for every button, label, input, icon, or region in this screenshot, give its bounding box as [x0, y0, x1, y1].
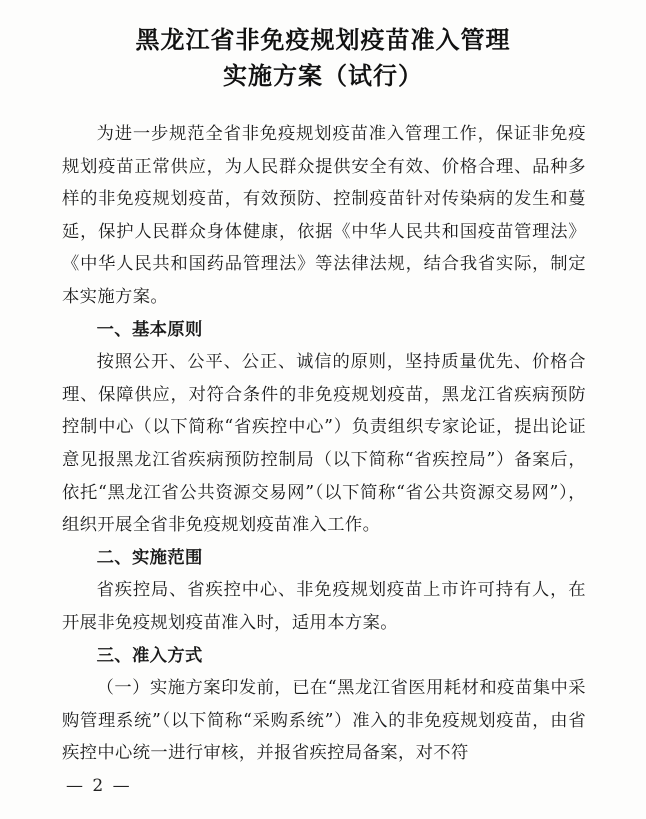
section-heading-principles: 一、基本原则	[96, 319, 203, 340]
section-heading-method: 三、准入方式	[96, 645, 203, 666]
document-title-line-1: 黑龙江省非免疫规划疫苗准入管理	[135, 26, 511, 54]
section-heading-scope: 二、实施范围	[96, 547, 203, 568]
method-paragraph: （一）实施方案印发前，已在“黑龙江省医用耗材和疫苗集中采购管理系统”（以下简称“采购系统”）准入的非免疫规划疫苗，由省疾控中心统一进行审核，并报省疾控局备案，对不符	[62, 678, 586, 764]
intro-paragraph: 为进一步规范全省非免疫规划疫苗准入管理工作，保证非免疫规划疫苗正常供应，为人民群众提供安全有效、价格合理、品种多样的非免疫规划疫苗，有效预防、控制疫苗针对传染病的发生和蔓延，保护人民群众身体健康，依据《中华人民共和国疫苗管理法》《中华人民共和国药品管理法》等法律法规，结合我省实际，制定本实施方案。	[62, 124, 586, 307]
document-title-line-2: 实施方案（试行）	[223, 62, 423, 90]
principles-paragraph: 按照公开、公平、公正、诚信的原则，坚持质量优先、价格合理、保障供应，对符合条件的非免疫规划疫苗，黑龙江省疾病预防控制中心（以下简称“省疾控中心”）负责组织专家论证，提出论证意见报黑龙江省疾病预防控制局（以下简称“省疾控局”）备案后，依托“黑龙江省公共资源交易网”（以下简称“省公共资源交易网”），组织开展全省非免疫规划疫苗准入工作。	[62, 352, 586, 536]
document-body	[62, 118, 586, 770]
page-number: — 2 —	[66, 776, 132, 796]
scope-paragraph: 省疾控局、省疾控中心、非免疫规划疫苗上市许可持有人，在开展非免疫规划疫苗准入时，适用本方案。	[62, 580, 586, 633]
